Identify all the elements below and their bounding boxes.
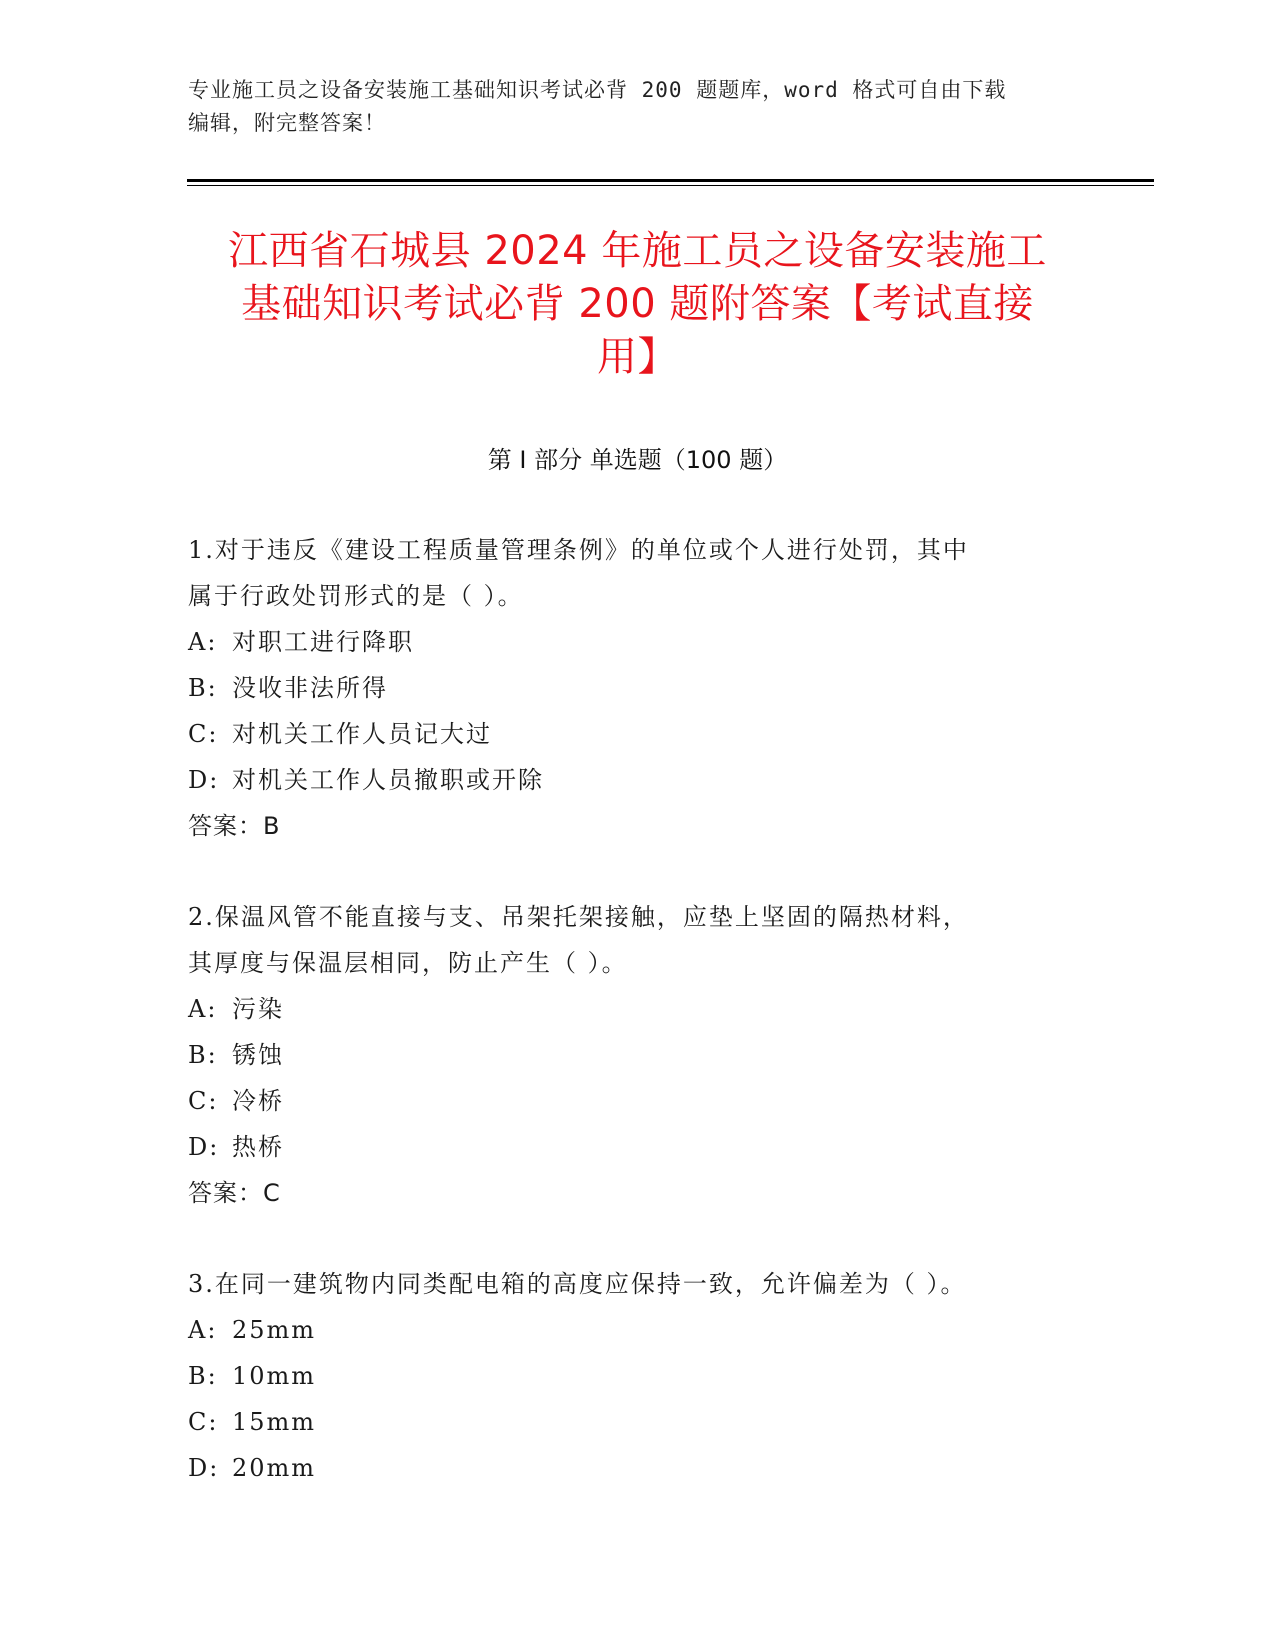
question-stem: 2.保温风管不能直接与支、吊架托架接触，应垫上坚固的隔热材料， bbox=[188, 903, 969, 931]
option-text: 没收非法所得 bbox=[232, 674, 388, 702]
option-c bbox=[188, 1399, 1088, 1445]
document-title-line-3: 用】 bbox=[597, 334, 678, 380]
option-text: 15mm bbox=[232, 1408, 317, 1436]
question-stem-continued: 属于行政处罚形式的是（ ）。 bbox=[188, 582, 524, 610]
option-text: 对职工进行降职 bbox=[232, 628, 414, 656]
option-letter: A: bbox=[188, 995, 218, 1023]
option-text: 冷桥 bbox=[232, 1087, 284, 1115]
header-divider-thin bbox=[187, 185, 1154, 186]
option-text: 热桥 bbox=[232, 1133, 284, 1161]
option-text: 25mm bbox=[232, 1316, 317, 1344]
document-title-line-1: 江西省石城县 2024 年施工员之设备安装施工 bbox=[228, 228, 1047, 274]
header-note-line-2: 编辑，附完整答案！ bbox=[188, 111, 386, 135]
option-c bbox=[188, 711, 1088, 757]
option-text: 对机关工作人员撤职或开除 bbox=[232, 766, 544, 794]
option-letter: B: bbox=[188, 674, 218, 702]
option-letter: C: bbox=[188, 1087, 219, 1115]
option-c bbox=[188, 1078, 1088, 1124]
option-letter: D: bbox=[188, 1133, 220, 1161]
question-1 bbox=[188, 527, 1088, 849]
option-b bbox=[188, 665, 1088, 711]
question-list bbox=[188, 527, 1088, 1536]
option-letter: A: bbox=[188, 628, 218, 656]
header-divider-thick bbox=[187, 179, 1154, 182]
option-d bbox=[188, 757, 1088, 803]
option-d bbox=[188, 1124, 1088, 1170]
option-b bbox=[188, 1353, 1088, 1399]
option-a bbox=[188, 986, 1088, 1032]
question-3 bbox=[188, 1261, 1088, 1491]
question-stem: 3.在同一建筑物内同类配电箱的高度应保持一致，允许偏差为（ ）。 bbox=[188, 1270, 967, 1298]
document-title-line-2: 基础知识考试必背 200 题附答案【考试直接 bbox=[241, 281, 1034, 327]
option-text: 10mm bbox=[232, 1362, 317, 1390]
answer-line: 答案：B bbox=[188, 812, 281, 840]
option-text: 锈蚀 bbox=[232, 1041, 284, 1069]
question-stem-continued: 其厚度与保温层相同，防止产生（ ）。 bbox=[188, 949, 628, 977]
question-2 bbox=[188, 894, 1088, 1216]
header-note-line-1: 专业施工员之设备安装施工基础知识考试必背 200 题题库，word 格式可自由下载 bbox=[188, 78, 1007, 102]
question-stem: 1.对于违反《建设工程质量管理条例》的单位或个人进行处罚，其中 bbox=[188, 536, 969, 564]
option-text: 污染 bbox=[232, 995, 284, 1023]
option-letter: D: bbox=[188, 1454, 220, 1482]
option-a bbox=[188, 619, 1088, 665]
option-letter: B: bbox=[188, 1041, 218, 1069]
option-letter: C: bbox=[188, 1408, 219, 1436]
document-title bbox=[160, 225, 1115, 384]
section-heading: 第 I 部分 单选题（100 题） bbox=[487, 446, 788, 474]
option-b bbox=[188, 1032, 1088, 1078]
option-d bbox=[188, 1445, 1088, 1491]
option-letter: A: bbox=[188, 1316, 218, 1344]
option-letter: C: bbox=[188, 720, 219, 748]
option-letter: D: bbox=[188, 766, 220, 794]
option-a bbox=[188, 1307, 1088, 1353]
option-letter: B: bbox=[188, 1362, 218, 1390]
option-text: 对机关工作人员记大过 bbox=[232, 720, 492, 748]
header-note bbox=[188, 74, 1088, 140]
answer-line: 答案：C bbox=[188, 1179, 281, 1207]
option-text: 20mm bbox=[232, 1454, 317, 1482]
